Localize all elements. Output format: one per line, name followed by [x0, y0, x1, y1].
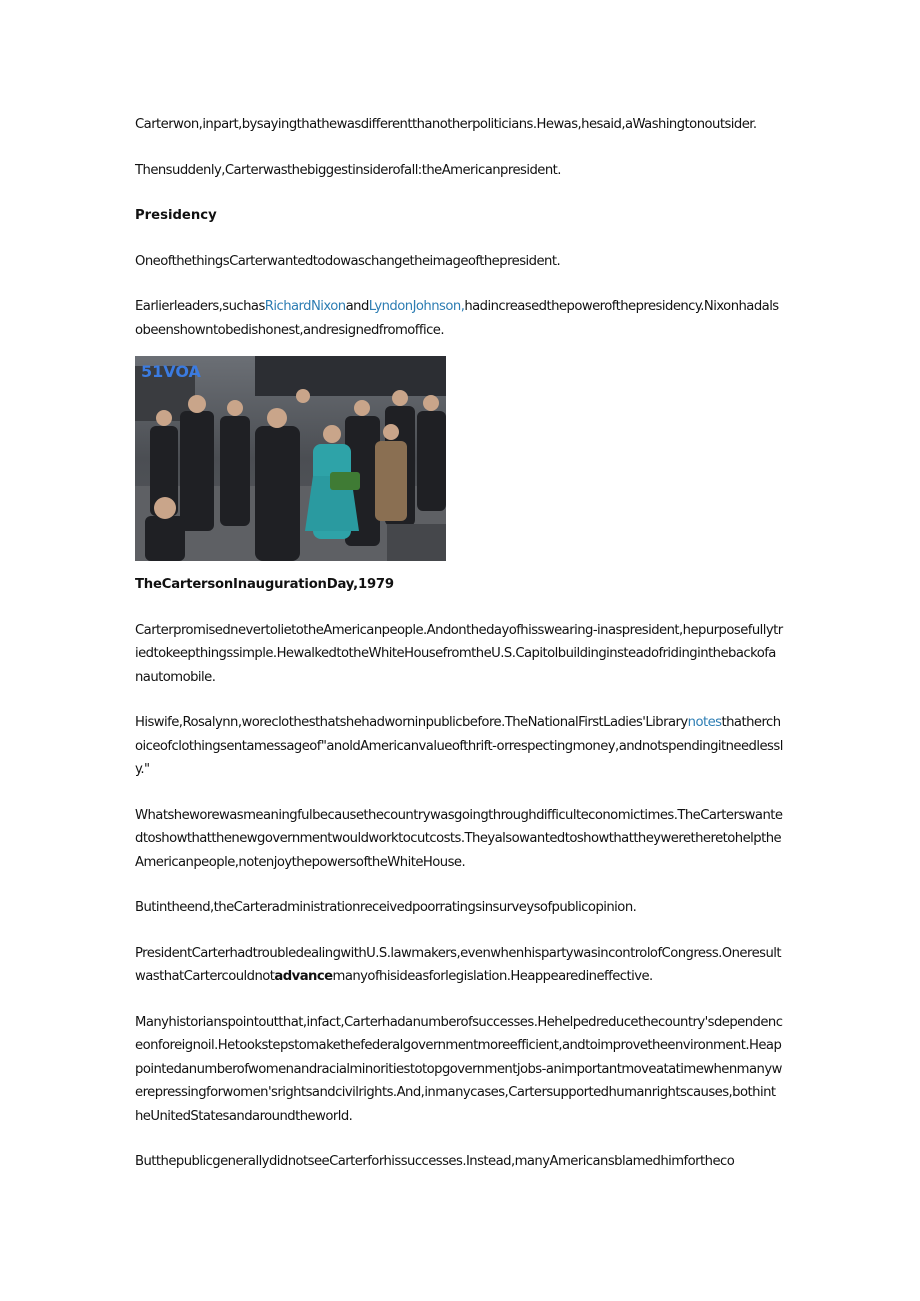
article-body	[135, 113, 783, 1196]
paragraph-successes: Manyhistorianspointoutthat,infact,Carterhadanumberofsuccesses.Hehelpedreducethecountry'sdependenceonforeignoil.Hetookstepstomakethefederalgovernmentmoreefficient,andtoimprovetheenvironment.Heappointedanumberofwomenandracialminoritiestotopgovernmentjobs-animportantmoveatatimewhenmanywerepressingforwomen'srightsandcivilrights.And,inmanycases,Cartersupportedhumanrightscauses,bothintheUnitedStatesandaroundtheworld.	[135, 1014, 783, 1124]
voa-logo: 51VOA	[141, 362, 201, 381]
paragraph-trouble: PresidentCarterhadtroubledealingwithU.S.lawmakers,evenwhenhispartywasincontrolofCongress.OneresultwasthatCartercouldnotadvancemanyofhisideasforlegislation.Heappearedineffective.	[135, 945, 781, 984]
bold-advance: advance	[274, 969, 333, 984]
paragraph-promise: CarterpromisednevertolietotheAmericanpeople.Andonthedayofhisswearing-inaspresident,hepurposefullytriedtokeepthingssimple.HewalkedtotheWhiteHousefromtheU.S.Capitolbuildinginsteadofridinginthebackofanautomobile.	[135, 622, 783, 685]
link-richard-nixon[interactable]: RichardNixon	[264, 299, 346, 314]
crowd-photo-illustration	[135, 356, 446, 561]
paragraph-ratings: Butintheend,theCarteradministrationreceivedpoorratingsinsurveysofpublicopinion.	[135, 900, 637, 915]
photo-caption: TheCartersonInaugurationDay,1979	[135, 577, 394, 592]
paragraph-insider: Thensuddenly,Carterwasthebiggestinsiderofall:theAmericanpresident.	[135, 162, 561, 178]
section-heading: Presidency	[135, 208, 217, 223]
paragraph-wife: Hiswife,Rosalynn,woreclothesthatshehadworninpublicbefore.TheNationalFirstLadies'Librarynotesthatherchoiceofclothingsentamessageof"anoldAmericanvalueofthrift-orrespectingmoney,andnotspendingitneedlessly."	[135, 715, 783, 777]
paragraph-image-change: OneofthethingsCarterwantedtodowaschangetheimageofthepresident.	[135, 253, 561, 269]
link-notes[interactable]: notes	[687, 715, 722, 730]
link-lyndon-johnson[interactable]: LyndonJohnson,	[368, 299, 465, 314]
inauguration-photo	[135, 356, 446, 561]
paragraph-earlier-leaders: Earlierleaders,suchasRichardNixonandLyndonJohnson,hadincreasedthepowerofthepresidency.Nixonhadalsobeenshowntobedishonest,andresignedfromoffice.	[135, 299, 779, 338]
paragraph-meaningful: Whatsheworewasmeaningfulbecausethecountrywasgoingthroughdifficulteconomictimes.TheCarterswantedtoshowthatthenewgovernmentwouldworktocutcosts.TheyalsowantedtoshowthattheyweretheretohelptheAmericanpeople,notenjoythepowersoftheWhiteHouse.	[135, 807, 783, 870]
paragraph-outsider: Carterwon,inpart,bysayingthathewasdifferentthanotherpoliticians.Hewas,hesaid,aWashingtonoutsider.	[135, 117, 757, 132]
paragraph-public: ButthepublicgenerallydidnotseeCarterforhissuccesses.Instead,manyAmericansblamedhimfortheco	[135, 1154, 735, 1169]
